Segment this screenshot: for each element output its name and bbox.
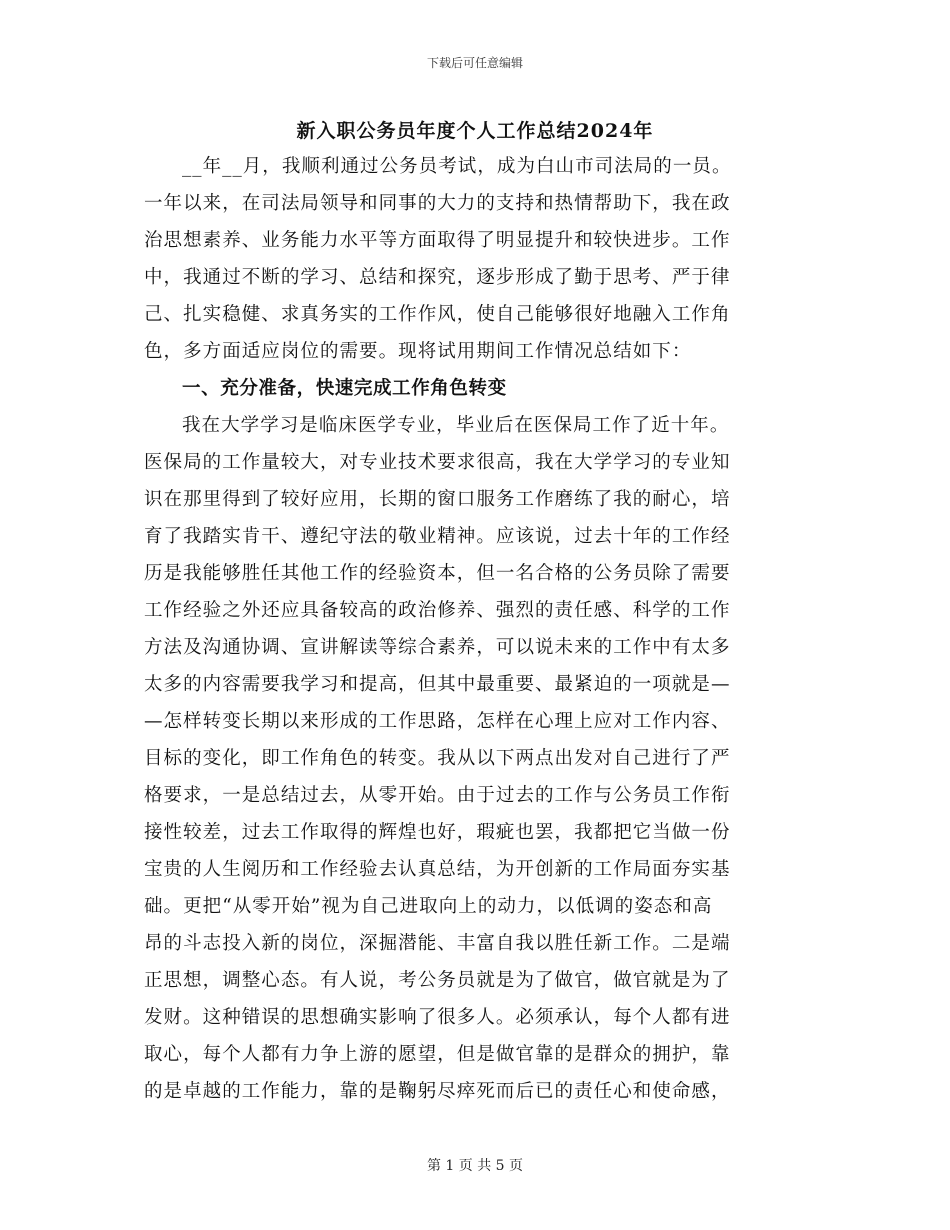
paragraph-line: 太多的内容需要我学习和提高，但其中最重要、最紧迫的一项就是— <box>144 674 731 695</box>
paragraph-line: 正思想，调整心态。有人说，考公务员就是为了做官，做官就是为了 <box>144 970 731 991</box>
paragraph-line: —怎样转变长期以来形成的工作思路，怎样在心理上应对工作内容、 <box>144 711 731 732</box>
paragraph-line: 历是我能够胜任其他工作的经验资本，但一名合格的公务员除了需要 <box>144 563 731 584</box>
paragraph-line: 医保局的工作量较大，对专业技术要求很高，我在大学学习的专业知 <box>144 452 731 473</box>
header-note: 下载后可任意编辑 <box>426 56 523 70</box>
paragraph-line: __年__月，我顺利通过公务员考试，成为白山市司法局的一员。 <box>182 156 732 177</box>
paragraph-line: 接性较差，过去工作取得的辉煌也好，瑕疵也罢，我都把它当做一份 <box>144 822 731 843</box>
paragraph-line: 目标的变化，即工作角色的转变。我从以下两点出发对自己进行了严 <box>144 748 731 769</box>
paragraph-line: 我在大学学习是临床医学专业，毕业后在医保局工作了近十年。 <box>182 415 730 436</box>
paragraph-line: 识在那里得到了较好应用，长期的窗口服务工作磨练了我的耐心，培 <box>144 489 731 510</box>
paragraph-line: 方法及沟通协调、宣讲解读等综合素养，可以说未来的工作中有太多 <box>144 637 731 658</box>
paragraph-line: 的是卓越的工作能力，靠的是鞠躬尽瘁死而后已的责任心和使命感， <box>144 1081 731 1102</box>
page-number-footer: 第 1 页 共 5 页 <box>426 1158 524 1174</box>
paragraph-line: 育了我踏实肯干、遵纪守法的敬业精神。应该说，过去十年的工作经 <box>144 526 731 547</box>
paragraph-line: 发财。这种错误的思想确实影响了很多人。必须承认，每个人都有进 <box>144 1007 731 1028</box>
paragraph-line: 色，多方面适应岗位的需要。现将试用期间工作情况总结如下： <box>144 341 692 362</box>
paragraph-line: 工作经验之外还应具备较高的政治修养、强烈的责任感、科学的工作 <box>144 600 731 621</box>
paragraph-line: 格要求，一是总结过去，从零开始。由于过去的工作与公务员工作衔 <box>144 785 731 806</box>
document-title: 新入职公务员年度个人工作总结2024年 <box>296 120 654 142</box>
paragraph-line: 础。更把“从零开始”视为自己进取向上的动力，以低调的姿态和高 <box>144 896 713 917</box>
paragraph-line: 一年以来，在司法局领导和同事的大力的支持和热情帮助下，我在政 <box>144 193 731 214</box>
document-body <box>144 148 806 1110</box>
paragraph-line: 己、扎实稳健、求真务实的工作作风，使自己能够很好地融入工作角 <box>144 304 731 325</box>
paragraph-line: 昂的斗志投入新的岗位，深掘潜能、丰富自我以胜任新工作。二是端 <box>144 933 731 954</box>
section-heading: 一、充分准备，快速完成工作角色转变 <box>182 378 507 399</box>
paragraph-line: 治思想素养、业务能力水平等方面取得了明显提升和较快进步。工作 <box>144 230 731 251</box>
paragraph-line: 宝贵的人生阅历和工作经验去认真总结，为开创新的工作局面夯实基 <box>144 859 731 880</box>
paragraph-line: 取心，每个人都有力争上游的愿望，但是做官靠的是群众的拥护，靠 <box>144 1044 731 1065</box>
paragraph-line: 中，我通过不断的学习、总结和探究，逐步形成了勤于思考、严于律 <box>144 267 731 288</box>
